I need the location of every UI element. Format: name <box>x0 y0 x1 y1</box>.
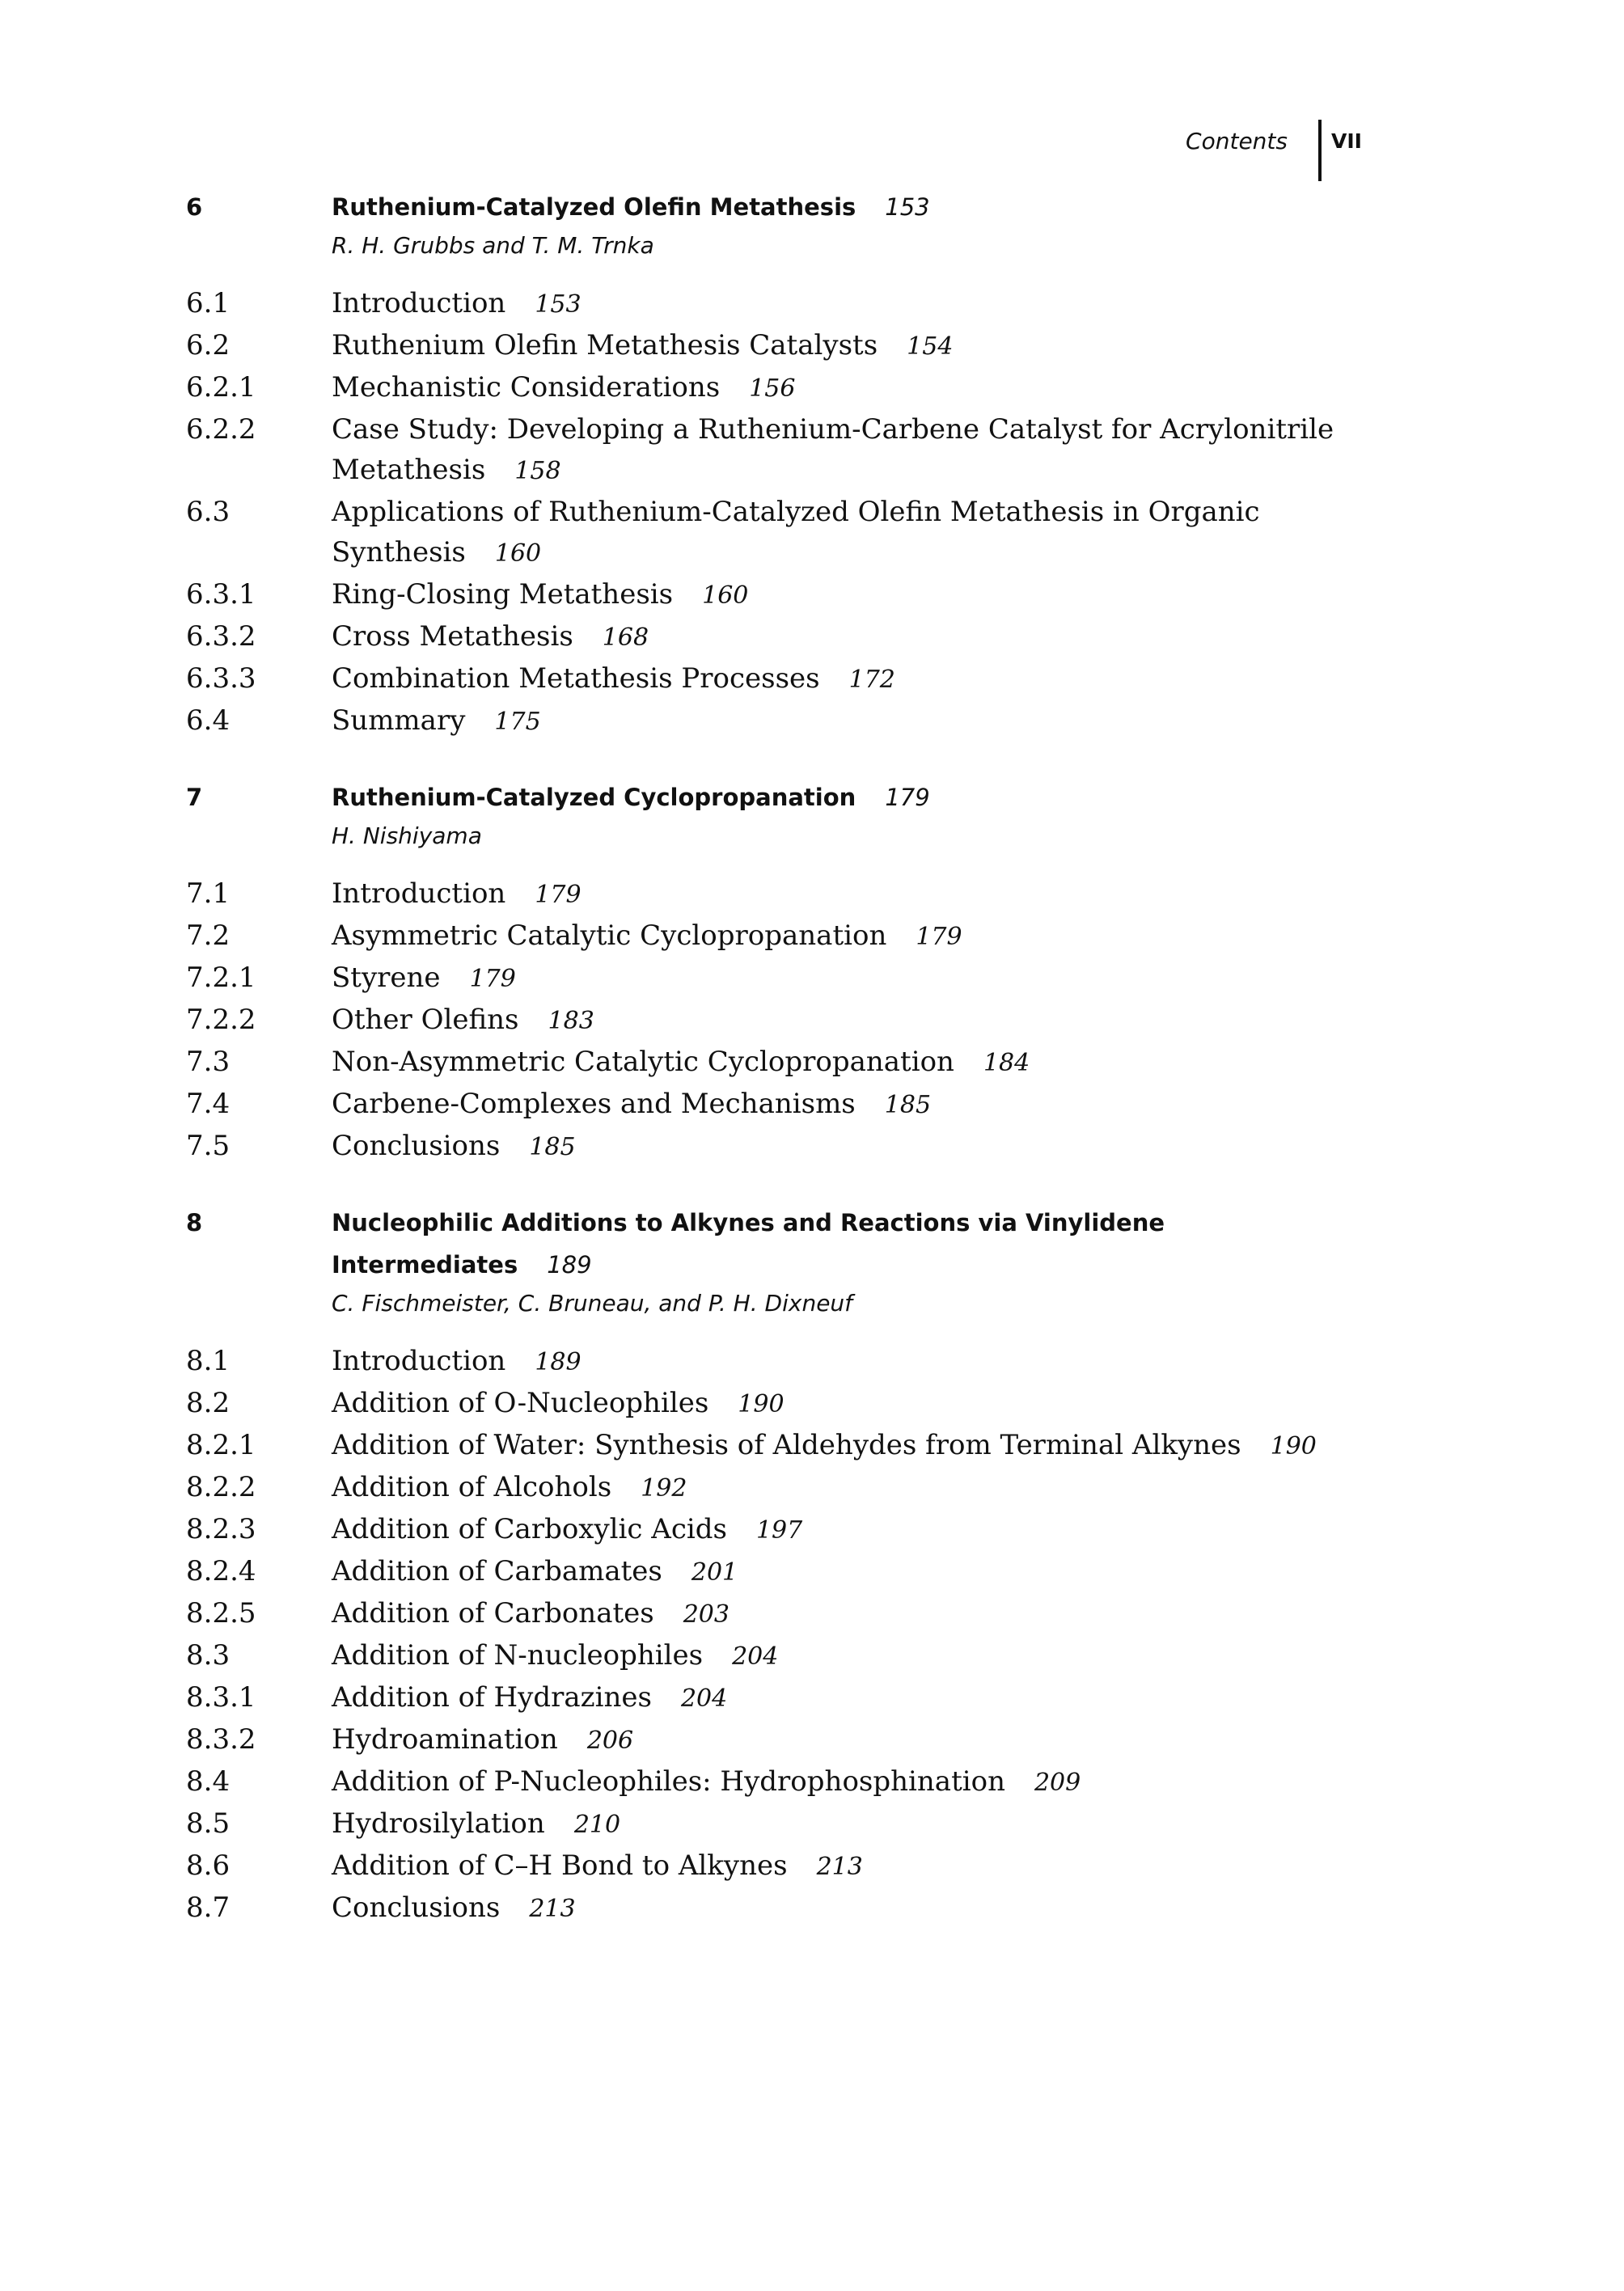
section-entry[interactable] <box>186 873 1367 915</box>
chapter-entry <box>186 1202 1367 1930</box>
section-entry[interactable] <box>186 283 1367 325</box>
section-number: 8.3.1 <box>186 1681 256 1714</box>
section-page-number: 209 <box>1034 1769 1081 1797</box>
section-title: Hydroamination <box>332 1723 558 1756</box>
section-entry[interactable] <box>186 915 1367 957</box>
section-page-number: 189 <box>535 1348 582 1376</box>
section-title: Carbene-Complexes and Mechanisms <box>332 1088 856 1120</box>
section-entry[interactable] <box>186 1887 1367 1930</box>
section-number: 8.2.3 <box>186 1513 256 1545</box>
section-page-number: 203 <box>683 1600 730 1629</box>
section-number: 6.2.2 <box>186 413 256 446</box>
section-number: 8.2 <box>186 1387 230 1419</box>
section-title: Introduction <box>332 877 506 910</box>
section-entry[interactable] <box>186 367 1367 409</box>
chapter-title[interactable]: Nucleophilic Additions to Alkynes and Reactions via Vinylidene Intermediates <box>332 1209 1165 1279</box>
section-entry[interactable] <box>186 616 1367 658</box>
chapter-heading <box>186 1202 1367 1321</box>
section-page-number: 197 <box>755 1516 803 1545</box>
section-page-number: 185 <box>884 1091 932 1119</box>
section-entry[interactable] <box>186 574 1367 616</box>
section-title: Addition of Carbonates <box>332 1597 654 1629</box>
section-page-number: 156 <box>749 374 796 403</box>
section-entry[interactable] <box>186 1803 1367 1845</box>
section-page-number: 204 <box>732 1642 779 1671</box>
section-number: 6.2 <box>186 329 230 361</box>
section-title: Styrene <box>332 962 441 994</box>
section-page-number: 179 <box>916 923 962 951</box>
section-title: Ring-Closing Metathesis <box>332 578 674 611</box>
chapter-authors: H. Nishiyama <box>332 822 482 849</box>
section-page-number: 175 <box>494 708 541 736</box>
section-entry[interactable] <box>186 492 1367 574</box>
section-title: Cross Metathesis <box>332 620 573 653</box>
section-number: 6.4 <box>186 704 230 737</box>
chapter-title[interactable]: Ruthenium-Catalyzed Cyclopropanation <box>332 784 856 811</box>
section-page-number: 153 <box>535 290 582 319</box>
running-head-label: Contents <box>1186 128 1288 154</box>
section-number: 8.6 <box>186 1849 230 1882</box>
section-number: 7.2 <box>186 919 230 952</box>
section-number: 6.3.3 <box>186 662 256 695</box>
section-number: 8.3.2 <box>186 1723 256 1756</box>
section-entry[interactable] <box>186 957 1367 1000</box>
section-entry[interactable] <box>186 325 1367 367</box>
section-number: 7.5 <box>186 1130 230 1162</box>
section-number: 8.5 <box>186 1807 230 1840</box>
section-page-number: 172 <box>848 666 895 694</box>
chapter-authors: C. Fischmeister, C. Bruneau, and P. H. Dixneuf <box>332 1290 853 1317</box>
section-title: Ruthenium Olefin Metathesis Catalysts <box>332 329 878 361</box>
section-entry[interactable] <box>186 1677 1367 1719</box>
section-title: Conclusions <box>332 1892 501 1924</box>
running-head-divider <box>1318 120 1322 181</box>
section-entry[interactable] <box>186 1593 1367 1635</box>
section-title: Hydrosilylation <box>332 1807 545 1840</box>
section-page-number: 158 <box>514 457 561 485</box>
chapter-heading <box>186 186 1367 264</box>
section-number: 7.1 <box>186 877 230 910</box>
section-entry[interactable] <box>186 1042 1367 1084</box>
section-page-number: 206 <box>586 1727 634 1755</box>
section-entry[interactable] <box>186 1551 1367 1593</box>
section-page-number: 184 <box>983 1049 1030 1077</box>
section-page-number: 185 <box>529 1133 576 1161</box>
chapter-number: 6 <box>186 193 203 221</box>
chapter-page-number: 189 <box>547 1251 592 1279</box>
section-number: 7.4 <box>186 1088 230 1120</box>
section-number: 6.3.2 <box>186 620 256 653</box>
section-page-number: 192 <box>641 1474 687 1503</box>
section-list <box>186 283 1367 742</box>
section-list <box>186 1341 1367 1930</box>
section-number: 7.3 <box>186 1046 230 1078</box>
section-title: Addition of C–H Bond to Alkynes <box>332 1849 788 1882</box>
section-entry[interactable] <box>186 1761 1367 1803</box>
section-number: 8.4 <box>186 1765 230 1798</box>
section-page-number: 190 <box>738 1390 785 1418</box>
section-title: Addition of O-Nucleophiles <box>332 1387 709 1419</box>
section-title: Conclusions <box>332 1130 501 1162</box>
section-title: Introduction <box>332 287 506 319</box>
section-title: Addition of Water: Synthesis of Aldehydes from Terminal Alkynes <box>332 1429 1241 1461</box>
section-title: Addition of Carbamates <box>332 1555 662 1587</box>
chapter-entry <box>186 186 1367 742</box>
chapter-heading <box>186 776 1367 854</box>
section-entry[interactable] <box>186 409 1367 492</box>
section-entry[interactable] <box>186 1845 1367 1887</box>
chapter-page-number: 179 <box>885 784 930 811</box>
section-title: Mechanistic Considerations <box>332 371 721 404</box>
section-entry[interactable] <box>186 1341 1367 1383</box>
section-page-number: 179 <box>535 881 582 909</box>
section-title: Combination Metathesis Processes <box>332 662 820 695</box>
section-entry[interactable] <box>186 1509 1367 1551</box>
page-number: VII <box>1331 129 1362 153</box>
section-page-number: 168 <box>602 623 649 652</box>
section-page-number: 213 <box>529 1895 576 1923</box>
section-page-number: 213 <box>816 1853 863 1881</box>
section-number: 6.2.1 <box>186 371 256 404</box>
section-entry[interactable] <box>186 1635 1367 1677</box>
section-page-number: 179 <box>469 965 516 993</box>
section-entry[interactable] <box>186 1084 1367 1126</box>
section-number: 6.3.1 <box>186 578 256 611</box>
section-number: 8.7 <box>186 1892 230 1924</box>
section-page-number: 160 <box>494 539 542 568</box>
chapter-authors: R. H. Grubbs and T. M. Trnka <box>332 232 654 259</box>
section-page-number: 210 <box>573 1811 621 1839</box>
section-entry[interactable] <box>186 1000 1367 1042</box>
section-entry[interactable] <box>186 1425 1367 1467</box>
chapter-page-number: 153 <box>885 193 930 221</box>
section-entry[interactable] <box>186 1126 1367 1168</box>
section-number: 8.1 <box>186 1345 230 1377</box>
section-page-number: 190 <box>1270 1432 1317 1460</box>
section-number: 8.3 <box>186 1639 230 1672</box>
section-entry[interactable] <box>186 1467 1367 1509</box>
section-title: Addition of P-Nucleophiles: Hydrophosphination <box>332 1765 1005 1798</box>
section-title: Addition of Carboxylic Acids <box>332 1513 727 1545</box>
section-entry[interactable] <box>186 1719 1367 1761</box>
running-head <box>1051 120 1362 184</box>
section-page-number: 160 <box>702 581 749 610</box>
section-list <box>186 873 1367 1168</box>
section-entry[interactable] <box>186 658 1367 700</box>
chapter-entry <box>186 776 1367 1168</box>
section-page-number: 183 <box>548 1007 594 1035</box>
section-number: 6.3 <box>186 496 230 528</box>
section-title: Introduction <box>332 1345 506 1377</box>
section-page-number: 154 <box>907 332 954 361</box>
table-of-contents <box>186 186 1367 1963</box>
section-page-number: 204 <box>680 1684 728 1713</box>
section-number: 7.2.1 <box>186 962 256 994</box>
section-title: Non-Asymmetric Catalytic Cyclopropanation <box>332 1046 954 1078</box>
section-number: 8.2.4 <box>186 1555 256 1587</box>
section-title: Case Study: Developing a Ruthenium-Carbene Catalyst for Acrylonitrile Metathesis <box>332 413 1334 486</box>
chapter-title[interactable]: Ruthenium-Catalyzed Olefin Metathesis <box>332 193 856 221</box>
section-entry[interactable] <box>186 1383 1367 1425</box>
section-title: Other Olefins <box>332 1004 519 1036</box>
section-title: Asymmetric Catalytic Cyclopropanation <box>332 919 887 952</box>
section-number: 8.2.2 <box>186 1471 256 1503</box>
chapter-number: 7 <box>186 784 203 811</box>
section-title: Summary <box>332 704 466 737</box>
section-number: 8.2.1 <box>186 1429 256 1461</box>
section-number: 6.1 <box>186 287 230 319</box>
section-title: Applications of Ruthenium-Catalyzed Olefin Metathesis in Organic Synthesis <box>332 496 1260 569</box>
section-title: Addition of Alcohols <box>332 1471 612 1503</box>
section-entry[interactable] <box>186 700 1367 742</box>
section-number: 7.2.2 <box>186 1004 256 1036</box>
section-title: Addition of Hydrazines <box>332 1681 652 1714</box>
section-page-number: 201 <box>691 1558 738 1587</box>
section-title: Addition of N-nucleophiles <box>332 1639 704 1672</box>
section-number: 8.2.5 <box>186 1597 256 1629</box>
chapter-number: 8 <box>186 1209 203 1236</box>
